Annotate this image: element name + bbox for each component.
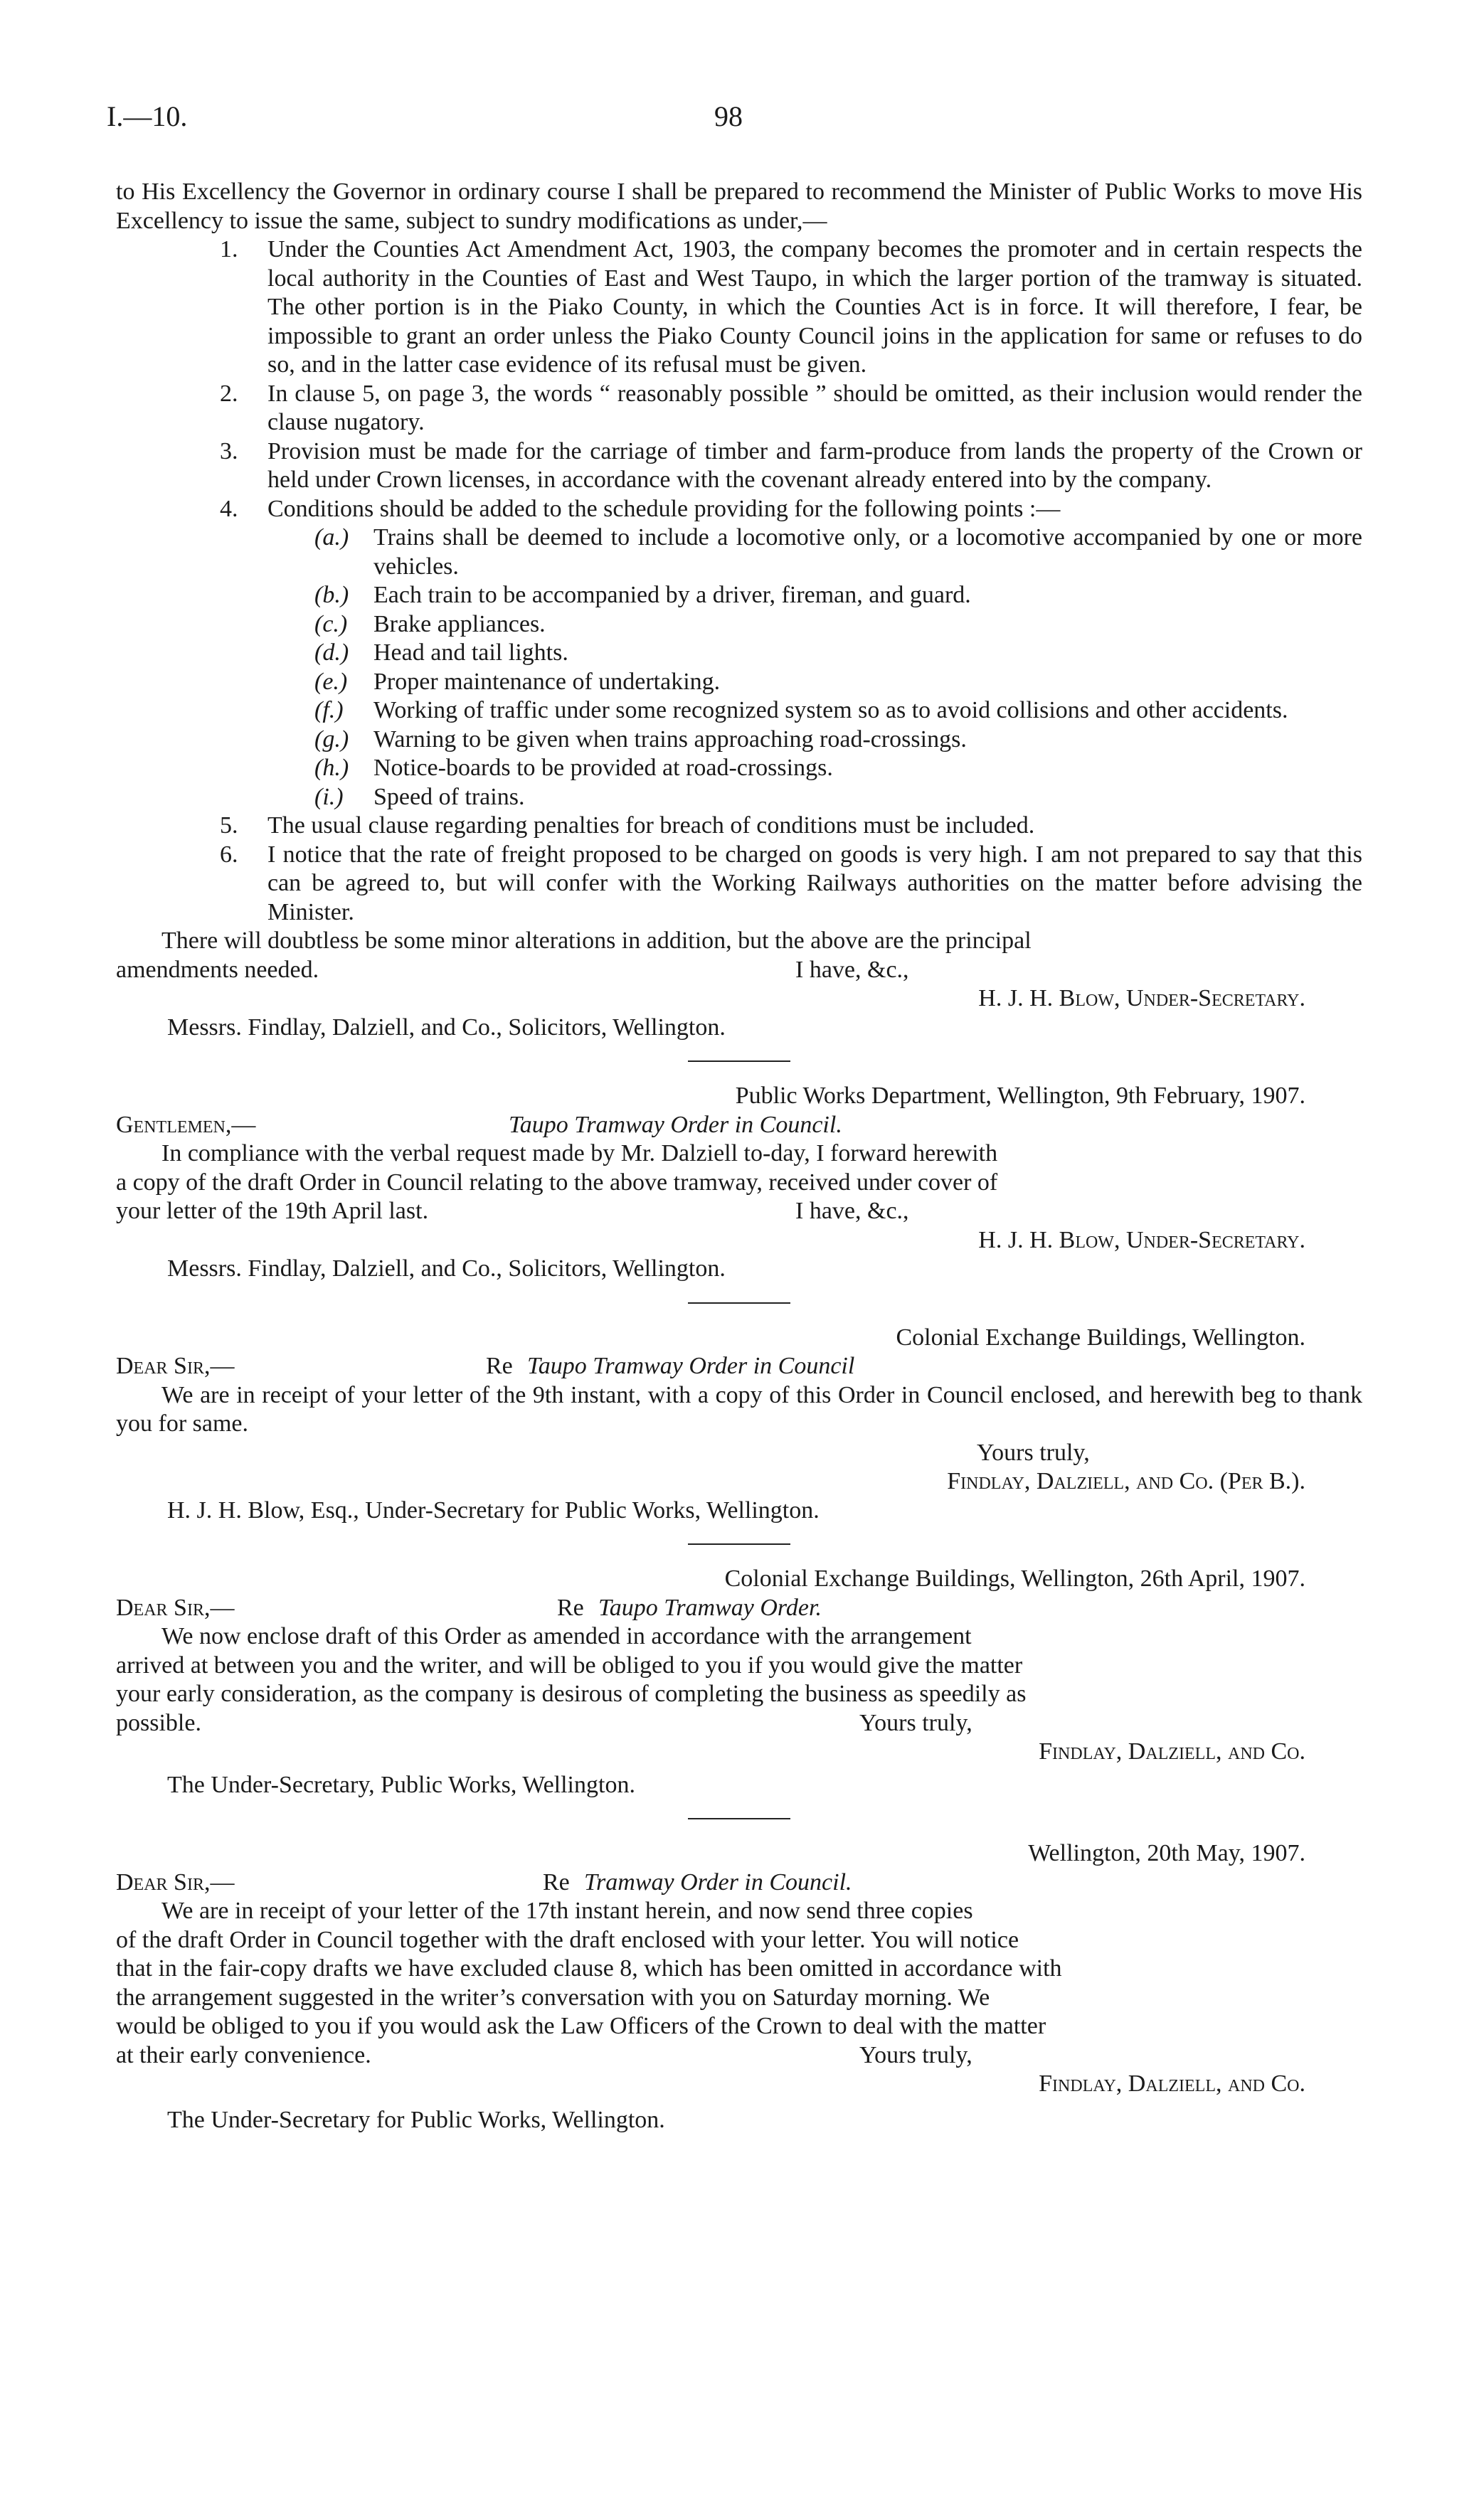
page-body: [116, 178, 1362, 2134]
sub-item: [116, 725, 1362, 755]
signature: Findlay, Dalziell, and Co.: [1039, 1738, 1305, 1765]
body-line: would be obliged to you if you would ask the Law Officers of the Crown to deal with the matter: [116, 2013, 1046, 2039]
signature-row: [116, 2070, 1362, 2099]
complimentary-close: Yours truly,: [859, 1709, 972, 1736]
body-line: your early consideration, as the company is desirous of completing the business as speedily as: [116, 1681, 1027, 1707]
sender-address: Colonial Exchange Buildings, Wellington.: [896, 1324, 1305, 1351]
signature-row: [116, 1738, 1362, 1767]
sub-item-label: (b.): [314, 582, 349, 608]
signature: Findlay, Dalziell, and Co. (Per B.).: [947, 1468, 1305, 1494]
addressee: Messrs. Findlay, Dalziell, and Co., Solicitors, Wellington.: [167, 1255, 726, 1282]
sub-item-label: (g.): [314, 725, 349, 753]
list-item-number: 4.: [220, 495, 238, 522]
list-item-number: 2.: [220, 380, 238, 407]
sub-item: [116, 581, 1362, 610]
signature-row: [116, 984, 1362, 1014]
address-row: [116, 1565, 1362, 1594]
sub-item: [116, 754, 1362, 783]
sub-item-label: (h.): [314, 755, 349, 781]
closing-row: [116, 2041, 1362, 2070]
letter-subject: Tramway Order in Council.: [584, 1868, 852, 1896]
list-item-text: Under the Counties Act Amendment Act, 1903, the company becomes the promoter and in certain respects the local authority in the Counties of East and West Taupo, in which the larger portion of the tramway is situated. The other portion is in the Piako County, in which the Counties Act is in force. It will therefore, I fear, be impossible to grant an order unless the Piako County Council joins in the application for same or refuses to do so, and in the latter case evidence of its refusal must be given.: [267, 236, 1362, 378]
sub-item: [116, 610, 1362, 639]
addressee: The Under-Secretary, Public Works, Wellington.: [167, 1771, 635, 1798]
sub-item: [116, 523, 1362, 581]
salutation-row: [116, 1352, 1362, 1381]
page-header: [107, 100, 1373, 142]
body-line: possible.: [116, 1709, 201, 1736]
sub-item-label: (f.): [314, 697, 344, 723]
body-line: the arrangement suggested in the writer’s conversation with you on Saturday morning. We: [116, 1984, 990, 2011]
page-number: 98: [714, 100, 743, 132]
list-item: [116, 380, 1362, 437]
list-item: [116, 235, 1362, 380]
signature: H. J. H. Blow, Under-Secretary.: [978, 985, 1305, 1011]
sub-item-text: Brake appliances.: [373, 610, 546, 637]
salutation: Dear Sir,—: [116, 1868, 235, 1896]
sub-item: [116, 639, 1362, 668]
closing-row: [116, 1709, 1362, 1738]
complimentary-close: I have, &c.,: [795, 956, 909, 983]
body-line: that in the fair-copy drafts we have excluded clause 8, which has been omitted in accordance with: [116, 1955, 1062, 1982]
letter-2: [116, 1082, 1362, 1284]
sub-item-text: Trains shall be deemed to include a locomotive only, or a locomotive accompanied by one or more vehicles.: [373, 524, 1362, 580]
complimentary-close: Yours truly,: [977, 1439, 1090, 1466]
sender-address: Wellington, 20th May, 1907.: [1028, 1840, 1305, 1866]
letter-4: [116, 1565, 1362, 1799]
subject-prefix: Re: [486, 1353, 513, 1379]
body-text: We are in receipt of your letter of the 9th instant, with a copy of this Order in Council enclosed, and herewith beg to thank you for same.: [116, 1381, 1362, 1437]
sub-item-label: (d.): [314, 639, 349, 666]
body-line: at their early convenience.: [116, 2041, 371, 2068]
salutation-row: [116, 1111, 1362, 1140]
list-item-text: The usual clause regarding penalties for breach of conditions must be included.: [267, 812, 1035, 839]
address-row: [116, 1839, 1362, 1868]
addressee: The Under-Secretary for Public Works, Wellington.: [167, 2106, 665, 2133]
sub-item-label: (i.): [314, 783, 344, 810]
signature-row: [116, 1226, 1362, 1255]
body-line: In compliance with the verbal request made by Mr. Dalziell to-day, I forward herewith: [161, 1140, 998, 1166]
list-item: [116, 841, 1362, 927]
letter-subject: Taupo Tramway Order in Council: [527, 1353, 855, 1379]
salutation: Gentlemen,—: [116, 1111, 256, 1138]
list-item-number: 3.: [220, 437, 238, 464]
list-item-text: Conditions should be added to the schedule providing for the following points :—: [267, 495, 1061, 522]
addressee: Messrs. Findlay, Dalziell, and Co., Solicitors, Wellington.: [167, 1014, 726, 1041]
closing-line: amendments needed.: [116, 956, 319, 983]
letter-3: [116, 1324, 1362, 1526]
signature: Findlay, Dalziell, and Co.: [1039, 2070, 1305, 2097]
sub-item-text: Warning to be given when trains approaching road-crossings.: [373, 725, 967, 753]
list-item: [116, 437, 1362, 495]
letter-subject: Taupo Tramway Order in Council.: [509, 1111, 842, 1138]
list-item-number: 6.: [220, 841, 238, 868]
section-divider: [688, 1302, 790, 1304]
salutation-row: [116, 1868, 1362, 1898]
signature-row: [116, 1467, 1362, 1496]
subject-prefix: Re: [557, 1594, 584, 1621]
body-line: of the draft Order in Council together with the draft enclosed with your letter. You will notice: [116, 1926, 1019, 1953]
address-row: [116, 1082, 1362, 1111]
salutation-row: [116, 1594, 1362, 1623]
body-line: We are in receipt of your letter of the 17th instant herein, and now send three copies: [161, 1898, 973, 1924]
document-reference: I.—10.: [107, 100, 188, 132]
letter-1-intro: to His Excellency the Governor in ordinary course I shall be prepared to recommend the Minister of Public Works to move His Excellency to issue the same, subject to sundry modifications as under,—: [116, 179, 1362, 234]
letter-5: [116, 1839, 1362, 2134]
addressee: H. J. H. Blow, Esq., Under-Secretary for Public Works, Wellington.: [167, 1496, 820, 1524]
salutation: Dear Sir,—: [116, 1353, 235, 1379]
list-item: [116, 495, 1362, 524]
sub-item-text: Working of traffic under some recognized system so as to avoid collisions and other accidents.: [373, 697, 1288, 723]
sub-item-label: (a.): [314, 524, 349, 551]
letter-1: [116, 178, 1362, 1042]
section-divider: [688, 1060, 790, 1062]
complimentary-close: I have, &c.,: [795, 1198, 909, 1224]
signature: H. J. H. Blow, Under-Secretary.: [978, 1226, 1305, 1253]
closing-line: There will doubtless be some minor alterations in addition, but the above are the principal: [161, 927, 1032, 954]
list-item-number: 5.: [220, 812, 238, 839]
subject-prefix: Re: [543, 1868, 570, 1896]
sub-item: [116, 783, 1362, 812]
sender-address: Colonial Exchange Buildings, Wellington, 26th April, 1907.: [724, 1565, 1305, 1592]
body-line: your letter of the 19th April last.: [116, 1198, 429, 1224]
list-item-number: 1.: [220, 236, 238, 262]
sub-item-text: Notice-boards to be provided at road-crossings.: [373, 755, 833, 781]
body-line: arrived at between you and the writer, and will be obliged to you if you would give the matter: [116, 1652, 1023, 1679]
salutation: Dear Sir,—: [116, 1594, 235, 1621]
sender-address: Public Works Department, Wellington, 9th February, 1907.: [735, 1083, 1305, 1109]
list-item-text: Provision must be made for the carriage of timber and farm-produce from lands the property of the Crown or held under Crown licenses, in accordance with the covenant already entered into by the company.: [267, 437, 1362, 493]
body-line: We now enclose draft of this Order as amended in accordance with the arrangement: [161, 1623, 972, 1649]
letter-subject: Taupo Tramway Order.: [598, 1594, 822, 1621]
sub-item: [116, 668, 1362, 697]
complimentary-close: Yours truly,: [859, 2041, 972, 2068]
sub-item-label: (e.): [314, 668, 348, 695]
list-item-text: In clause 5, on page 3, the words “ reasonably possible ” should be omitted, as their inclusion would render the clause nugatory.: [267, 380, 1362, 435]
sub-item-text: Proper maintenance of undertaking.: [373, 668, 721, 695]
sub-item-text: Speed of trains.: [373, 783, 525, 810]
address-row: [116, 1324, 1362, 1353]
body-line: a copy of the draft Order in Council relating to the above tramway, received under cover of: [116, 1169, 998, 1196]
section-divider: [688, 1818, 790, 1819]
sub-item-text: Each train to be accompanied by a driver, fireman, and guard.: [373, 582, 971, 608]
list-item: [116, 812, 1362, 841]
sub-item: [116, 696, 1362, 725]
sub-item-label: (c.): [314, 610, 348, 637]
closing-row: [116, 956, 1362, 985]
section-divider: [688, 1543, 790, 1545]
list-item-text: I notice that the rate of freight proposed to be charged on goods is very high. I am not prepared to say that this can be agreed to, but will confer with the Working Railways authorities on the matter before advising the Minister.: [267, 841, 1362, 925]
sub-item-text: Head and tail lights.: [373, 639, 568, 666]
closing-row: [116, 1197, 1362, 1226]
closing-row: [116, 1439, 1362, 1468]
